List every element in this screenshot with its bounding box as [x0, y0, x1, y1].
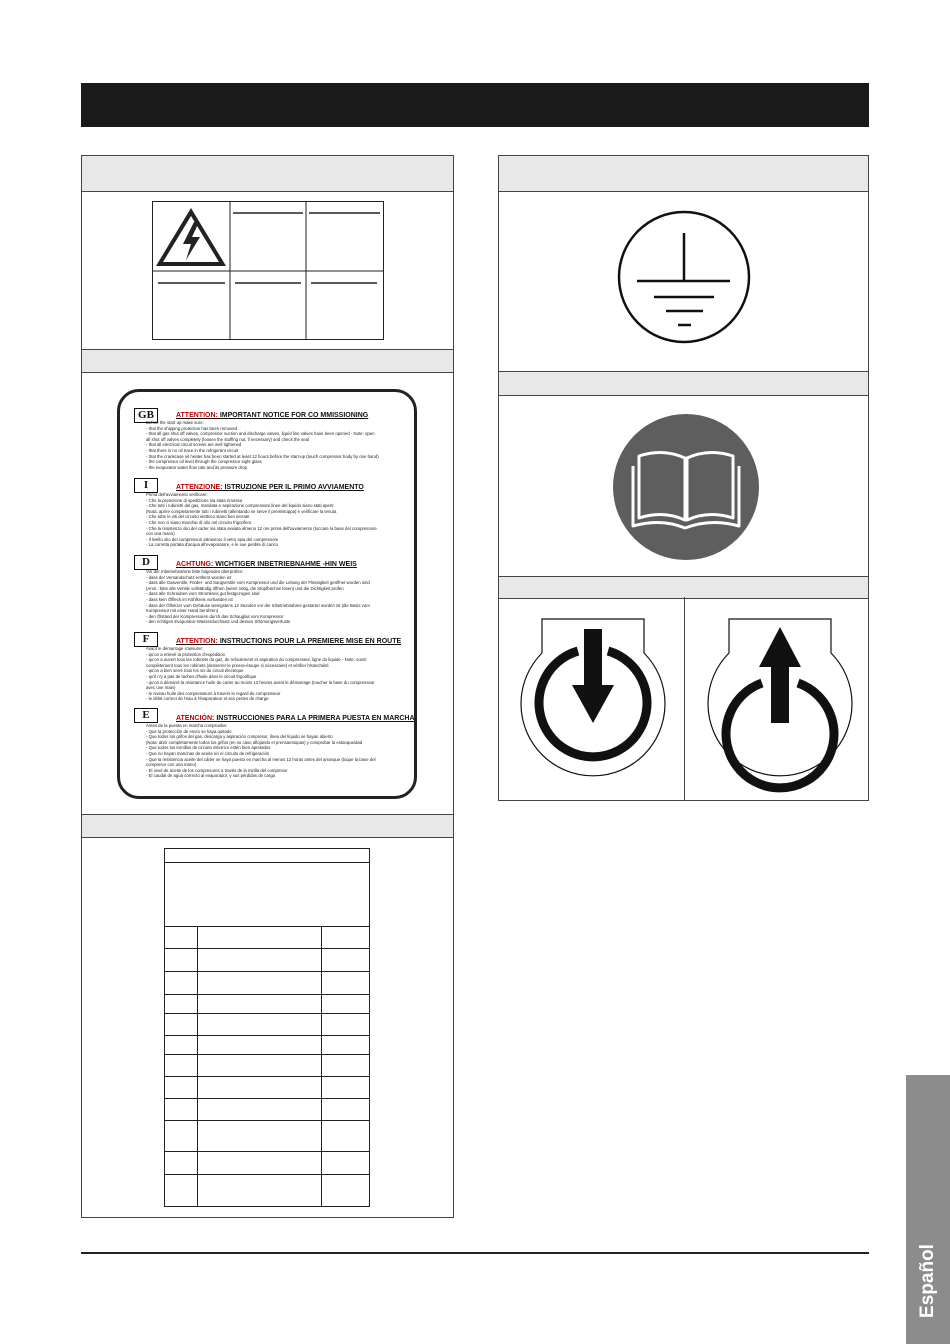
table-row [165, 948, 369, 949]
footer-rule [81, 1252, 869, 1254]
section-code-e: E [134, 708, 158, 723]
section-title-f: ATTENTION: INSTRUCTIONS POUR LA PREMIERE MISE EN ROUTE [176, 638, 402, 645]
table-row [165, 1151, 369, 1152]
power-off-arrow-down-icon [518, 615, 668, 793]
section-code-i: I [134, 478, 158, 493]
language-tab-label: Español [917, 1244, 938, 1318]
power-section-header [499, 576, 868, 599]
voltage-section-header [82, 156, 453, 192]
table-row [165, 1098, 369, 1099]
table-row [165, 1013, 369, 1014]
section-title-e: ATENCIÓN: INSTRUCCIONES PARA LA PRIMERA PUESTA EN MARCHA [176, 715, 415, 722]
section-text-f: Avant le démarrage s'assurer: - qu'on a enlevé la protection d'expédition - qu'on a ouvert tous les robinets du gaz, de refoulement et aspiration du compresseur, ligne du liquide - Note: ouvrir complètement tous les robinets (desserrer le presse-étoupe si nécessaire) et vérifier l'étanchéité - qu'on a bien serré tous les vis du circuit électrique - qu'il n'y a pas de taches d'huile dans le circuit frigorifique - qu'on a démarré la résistance huile du carter au moins 12 heures avant le démarrage (toucher la base du compresseur avec une main) - le niveau huile des compresseurs à travers le regard du compresseur - le débit correct de l'eau à l'évaporateur et ses pertes de charge [146, 646, 375, 702]
section-title-gb: ATTENTION: IMPORTANT NOTICE FOR CO MMISSIONING [176, 412, 369, 419]
high-voltage-icon [153, 202, 383, 339]
section-title-i: ATTENZIONE: ISTRUZIONE PER IL PRIMO AVVIAMENTO [176, 484, 364, 491]
section-text-d: Vor der Inbetriebnahme bitte folgendes überprüfen: - dass der Versandschutz entfernt worden ist - dass alle Gasventile, Förder- und Saugventile vom Kompressor und die Leitung der Flüssigkeit geöffnet worden sind (Anm.: bitte alle Ventile vollständig öffnen (wenn nötig, die Stopfbüchse lösen) und die Dichtigkeit prüfen - dass alle Schrauben vom Stromkreis gut festgezogen sind - dass kein Ölfleck im Kühlkreis vorhanden ist - dass der Ölheizer vom Gehäuse wenigstens 12 Stunden vor der Inbetriebnahme gestartet worden ist (die Basis vom Kompressor mit einer Hand berühren) - den Ölstand der Kompressoren durch das Schauglas vom Kompressor - den richtigen Evaporator-Wasserdurchsatz und dessen Strömungsverluste [146, 569, 370, 625]
section-title-d: ACHTUNG: WICHTIGER INBETRIEBNAHME -HIN WEIS [176, 561, 357, 568]
table-column-divider [321, 926, 322, 1206]
blank-table [164, 848, 370, 1207]
section-text-e: Antes de la puesta en marcha comprueba: - Que la protección de envío se haya quitado - Que todos los grifos del gas, descarga y aspiración compresor, línea del líquido se hayan abierto (Nota: abrir completamente todos los grifos (en su caso aflojando el prensaestopas) y comprobar la estanqueidad - Que todos los tornillos de circuito eléctrico estén bien apretados - Que no hayan manchas de aceite en el circuito de refrigeración - Que la resistencia aceite del cárter se haya puesto en marcha al menos 12 horas antes del arranque (toque la base del compresor con una mano) - El nivel de aceite de los compresores a través de la mirilla del compresor - El caudal de agua correcto al evaporador, y sus pérdidas de carga [146, 723, 376, 779]
language-tab [906, 1075, 950, 1344]
table-row [165, 971, 369, 972]
power-on-arrow-up-icon [705, 615, 855, 793]
read-manual-icon [613, 414, 759, 560]
table-section-header [82, 814, 453, 838]
table-row [165, 1076, 369, 1077]
section-text-gb: Before the start up make sure: - that the shipping protection has been removed - that all gas shut off valves, compressor suction and discharge valves, liquid line valves have been opened - Note: open all shut off valves completely (loosen the stuffing nut, if necessary) and check the seal - that all electrical circuit screws are well tightened - that there is no oil trace in the refrigerant circuit - that the crankcase oil heater has been started at least 12 hours before the start-up (touch compressor body by one hand) - the compressor oil level through the compressor sight glass - the evaporator water flow rate and its pressure drop [146, 420, 379, 470]
section-code-d: D [134, 555, 158, 570]
high-voltage-label [152, 201, 384, 340]
section-code-f: F [134, 632, 158, 647]
section-text-i: Prima dell'avviamento verificare: - Che la protezione di spedizione sia stata rimossa - Che tutti i rubinetti del gas, mandata e aspirazione compressore,linee del liquido siano stati aperti (Nota: aprire completamente tutti i rubinetti (allentando se serve il premistoppa) e verificare la tenuta - Che tutte le viti del circuito elettrico siano ben serrate - Che non ci siano macchie di olio nel circuito frigorifero - Che la resistenza olio del carter sia stata avviata almeno 12 ore prima dell'avviamento (toccare la base del compressore con una mano) - Il livello olio del compressori attraverso il vetro spia del compressore - La corretta portata d'acqua all'evaporatore, e le sue perdite di carico [146, 492, 377, 548]
manual-section-header [499, 371, 868, 396]
power-divider [684, 597, 685, 801]
earth-ground-icon [616, 209, 752, 345]
table-column-divider [197, 926, 198, 1206]
table-row [165, 994, 369, 995]
table-row [165, 1174, 369, 1175]
earth-section-header [499, 156, 868, 192]
notice-section-header [82, 349, 453, 373]
section-code-gb: GB [134, 408, 158, 423]
title-banner [81, 83, 869, 127]
table-row [165, 1120, 369, 1121]
table-title-row [165, 862, 369, 863]
right-panel [498, 155, 869, 801]
table-row [165, 1054, 369, 1055]
commissioning-notice [117, 389, 417, 799]
table-row [165, 1035, 369, 1036]
table-row [165, 926, 369, 927]
